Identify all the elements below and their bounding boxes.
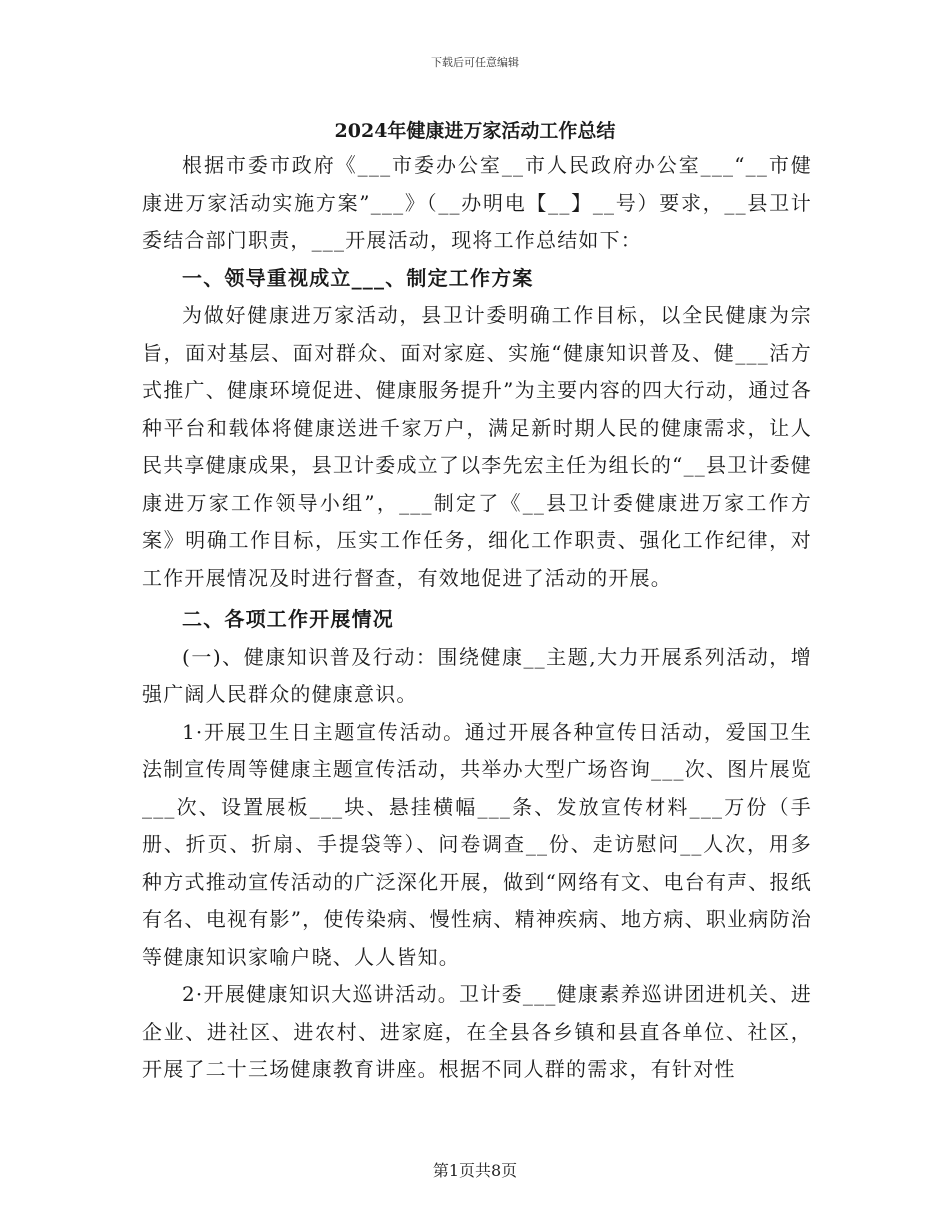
- section1-heading: 一、领导重视成立___、制定工作方案: [182, 265, 534, 290]
- section1-paragraph: 为做好健康进万家活动，县卫计委明确工作目标，以全民健康为宗旨，面对基层、面对群众、面对家庭、实施“健康知识普及、健___活方式推广、健康环境促进、健康服务提升”为主要内容的四大行动，通过各种平台和载体将健康送进千家万户，满足新时期人民的健康需求，让人民共享健康成果，县卫计委成立了以李先宏主任为组长的“__县卫计委健康进万家工作领导小组”，___制定了《__县卫计委健康进万家工作方案》明确工作目标，压实工作任务，细化工作职责、强化工作纪律，对工作开展情况及时进行督查，有效地促进了活动的开展。: [142, 303, 812, 590]
- page-footer-number: 第1页共8页: [432, 1161, 518, 1180]
- page-header-note: 下载后可任意编辑: [431, 56, 519, 69]
- item2-paragraph: 2·开展健康知识大巡讲活动。卫计委___健康素养巡讲团进机关、进企业、进社区、进农村、进家庭，在全县各乡镇和县直各单位、社区，开展了二十三场健康教育讲座。根据不同人群的需求，有针对性: [142, 982, 812, 1081]
- document-body: [142, 147, 812, 1089]
- document-title: 2024年健康进万家活动工作总结: [334, 120, 616, 142]
- item1-paragraph: 1·开展卫生日主题宣传活动。通过开展各种宣传日活动，爱国卫生法制宣传周等健康主题宣传活动，共举办大型广场咨询___次、图片展览___次、设置展板___块、悬挂横幅___条、发放宣传材料___万份（手册、折页、折扇、手提袋等）、问卷调查__份、走访慰问__人次，用多种方式推动宣传活动的广泛深化开展，做到“网络有文、电台有声、报纸有名、电视有影”，使传染病、慢性病、精神疾病、地方病、职业病防治等健康知识家喻户晓、人人皆知。: [142, 719, 812, 969]
- section2-subsection1: (一)、健康知识普及行动：围绕健康__主题,大力开展系列活动，增强广阔人民群众的健康意识。: [142, 644, 812, 706]
- intro-paragraph: 根据市委市政府《___市委办公室__市人民政府办公室___“__市健康进万家活动实施方案”___》（__办明电【__】__号）要求，__县卫计委结合部门职责，___开展活动，现将工作总结如下：: [142, 153, 812, 252]
- section2-heading: 二、各项工作开展情况: [182, 607, 394, 631]
